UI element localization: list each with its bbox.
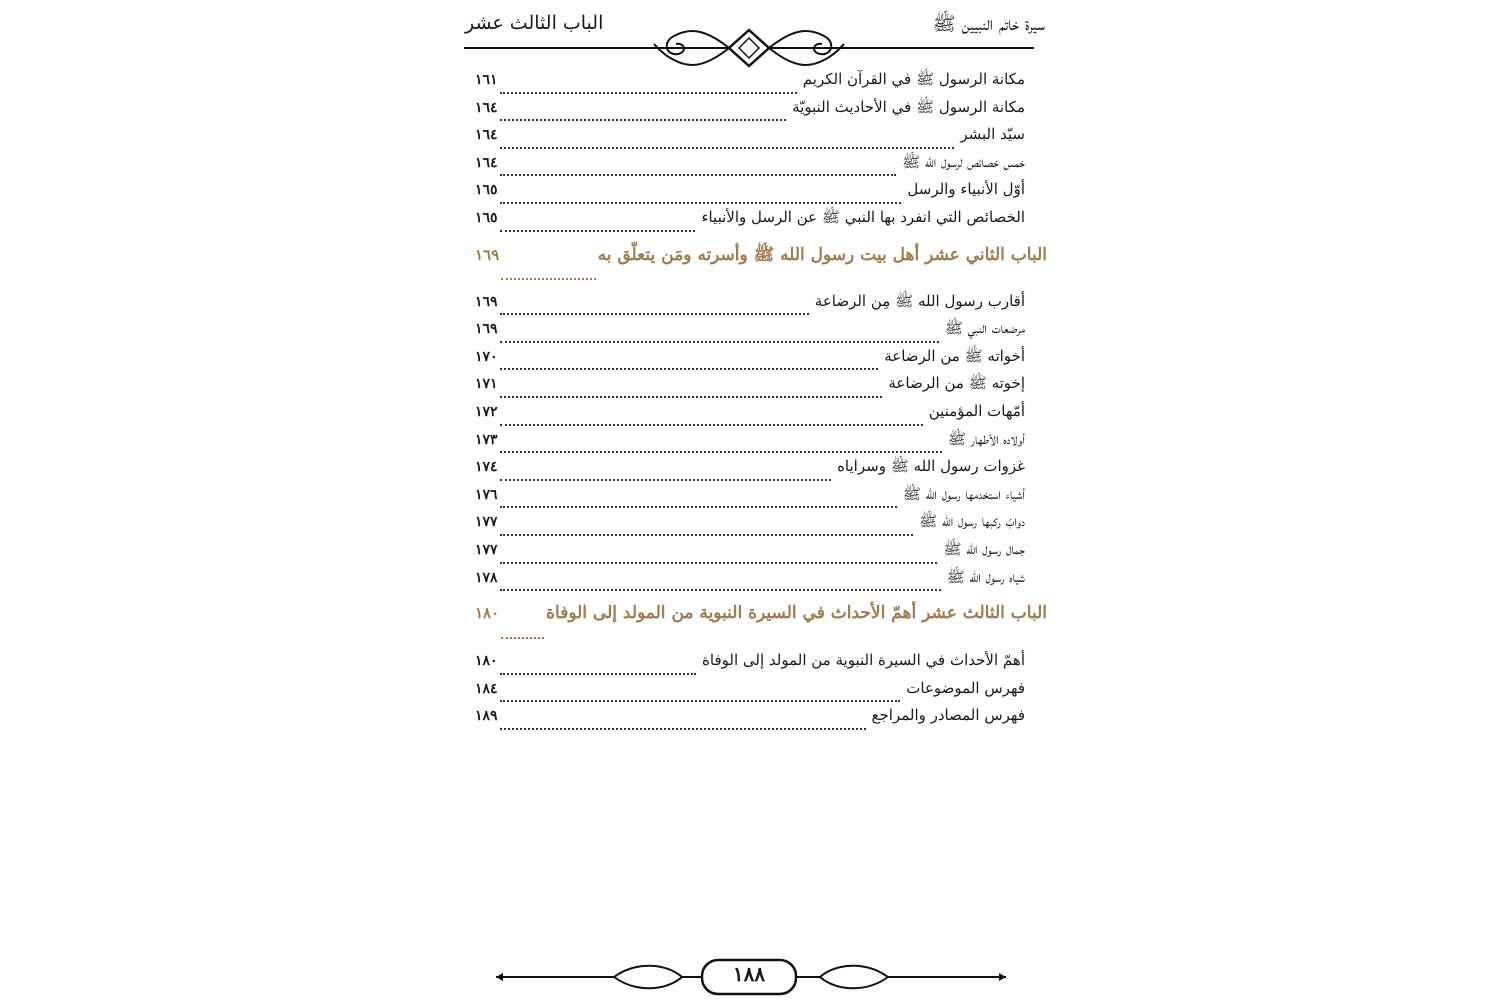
dot-leader xyxy=(500,164,897,176)
toc-entry-page: ١٧٧ xyxy=(475,541,498,558)
chapter-heading-page: ١٨٠ xyxy=(475,604,500,623)
toc-entry-title: أقارب رسول الله ﷺ مِن الرضاعة xyxy=(814,291,1025,310)
dot-leader xyxy=(500,496,897,508)
toc-entry[interactable] xyxy=(475,374,1025,402)
dot-leader xyxy=(500,663,696,675)
toc-entry[interactable] xyxy=(475,180,1025,208)
page-number: ١٨٨ xyxy=(732,962,766,986)
toc-entry-title: دوابّ ركبها رسول الله ﷺ xyxy=(919,512,1025,531)
toc-entry-title: غزوات رسول الله ﷺ وسراياه xyxy=(837,457,1025,476)
toc-entry-page: ١٧٤ xyxy=(475,459,498,476)
toc-entry-page: ١٦٩ xyxy=(475,321,498,338)
toc-entry-page: ١٨٠ xyxy=(475,653,498,670)
toc-entry-title: أخواته ﷺ من الرضاعة xyxy=(884,346,1025,365)
toc-entry[interactable] xyxy=(475,125,1025,153)
toc-entry-title: أمّهات المؤمنين xyxy=(928,401,1025,420)
header-chapter-title: الباب الثالث عشر xyxy=(465,12,604,34)
toc-entry-page: ١٦٤ xyxy=(475,127,498,144)
toc-entry[interactable] xyxy=(475,430,1025,458)
toc-entry[interactable] xyxy=(475,292,1025,320)
toc-entry-title: مرضعات النبي ﷺ xyxy=(944,319,1025,338)
dot-leader xyxy=(500,469,832,481)
chapter-heading-title: الباب الثالث عشر أهمّ الأحداث في السيرة النبوية من المولد إلى الوفاة xyxy=(546,603,1047,624)
toc-entry[interactable] xyxy=(475,402,1025,430)
dot-leader xyxy=(500,220,696,232)
toc-entry[interactable] xyxy=(475,457,1025,485)
dot-leader xyxy=(500,358,879,370)
toc-entry-title: مكانة الرسول ﷺ في الأحاديث النبويّة xyxy=(792,97,1025,116)
toc-entry[interactable] xyxy=(475,512,1025,540)
chapter-heading-page: ١٦٩ xyxy=(475,245,500,264)
dot-leader xyxy=(500,303,809,315)
toc-entry[interactable] xyxy=(475,319,1025,347)
toc-entry-page: ١٧٧ xyxy=(475,514,498,531)
toc-entry-page: ١٦١ xyxy=(475,72,498,88)
dot-leader xyxy=(500,331,939,343)
dot-leader xyxy=(500,718,866,730)
toc-entry-page: ١٧١ xyxy=(475,376,498,393)
toc-entry[interactable] xyxy=(475,706,1025,734)
toc-entry-title: مكانة الرسول ﷺ في القرآن الكريم xyxy=(802,70,1025,88)
toc-entry-page: ١٨٤ xyxy=(475,680,498,697)
chapter-heading-title: الباب الثاني عشر أهل بيت رسول الله ﷺ وأسرته ومَن يتعلّق به xyxy=(597,244,1047,265)
dot-leader xyxy=(500,441,942,453)
toc-entry-page: ١٧٢ xyxy=(475,403,498,420)
toc-entry-page: ١٦٥ xyxy=(475,182,498,199)
toc-entry-title: شياه رسول الله ﷺ xyxy=(946,567,1025,586)
toc-entry-page: ١٦٤ xyxy=(475,154,498,171)
toc-entry-title: فهرس الموضوعات xyxy=(906,678,1025,697)
header-book-title: سيرة خاتم النبيين ﷺ xyxy=(932,13,1045,35)
toc-chapter-heading[interactable] xyxy=(475,236,1047,284)
toc-entry[interactable] xyxy=(475,153,1025,181)
toc-entry-page: ١٦٤ xyxy=(475,99,498,116)
toc-entry[interactable] xyxy=(475,485,1025,513)
dot-leader xyxy=(500,414,923,426)
toc-entry[interactable] xyxy=(475,70,1025,98)
toc-entry[interactable] xyxy=(475,208,1025,236)
toc-entry-page: ١٦٩ xyxy=(475,293,498,310)
toc-entry[interactable] xyxy=(475,679,1025,707)
toc-entry-title: أولاده الأطهار ﷺ xyxy=(947,429,1025,448)
toc-entry-title: إخوته ﷺ من الرضاعة xyxy=(888,374,1025,393)
footer-ornament xyxy=(496,955,1006,999)
toc-entry-page: ١٧٠ xyxy=(475,348,498,365)
toc-entry[interactable] xyxy=(475,540,1025,568)
dot-leader xyxy=(500,109,787,121)
toc-entry-title: أوّل الأنبياء والرسل xyxy=(907,180,1025,199)
dot-leader xyxy=(500,137,955,149)
toc-entry-title: فهرس المصادر والمراجع xyxy=(871,706,1025,725)
toc-entry[interactable] xyxy=(475,347,1025,375)
toc-entry-title: الخصائص التي انفرد بها النبي ﷺ عن الرسل والأنبياء xyxy=(701,207,1025,226)
dot-leader xyxy=(500,192,902,204)
toc-entry-title: أهمّ الأحداث في السيرة النبوية من المولد إلى الوفاة xyxy=(702,651,1025,670)
table-of-contents xyxy=(475,70,1047,734)
dot-leader xyxy=(500,82,797,94)
toc-entry-title: أشياء استخدمها رسول الله ﷺ xyxy=(902,484,1025,503)
toc-entry-title: خمس خصائص لرسول الله ﷺ xyxy=(902,152,1025,171)
toc-chapter-heading[interactable] xyxy=(475,595,1047,643)
dot-leader xyxy=(501,268,595,280)
dot-leader xyxy=(500,690,901,702)
dot-leader xyxy=(500,579,941,591)
toc-entry-page: ١٦٥ xyxy=(475,209,498,226)
toc-entry-title: سيّد البشر xyxy=(960,125,1025,144)
dot-leader xyxy=(500,386,883,398)
dot-leader xyxy=(501,627,544,639)
toc-entry-page: ١٨٩ xyxy=(475,708,498,725)
toc-entry[interactable] xyxy=(475,651,1025,679)
toc-entry-title: جمال رسول الله ﷺ xyxy=(943,539,1025,558)
dot-leader xyxy=(500,552,938,564)
toc-entry[interactable] xyxy=(475,568,1025,596)
dot-leader xyxy=(500,524,914,536)
toc-entry-page: ١٧٨ xyxy=(475,569,498,586)
toc-entry-page: ١٧٦ xyxy=(475,486,498,503)
toc-entry-page: ١٧٣ xyxy=(475,431,498,448)
toc-entry[interactable] xyxy=(475,98,1025,126)
